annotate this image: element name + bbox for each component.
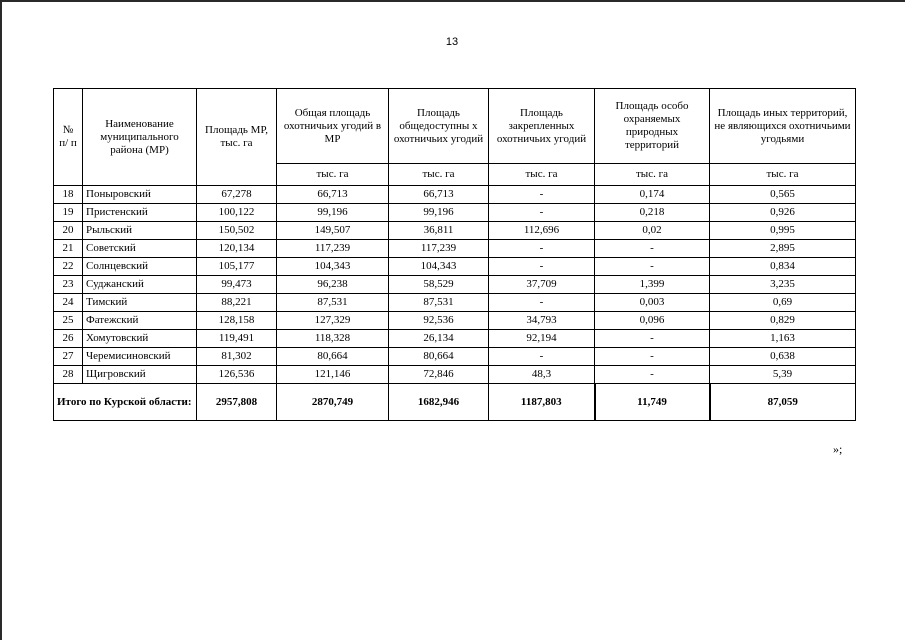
- district-name: Фатежский: [83, 312, 197, 330]
- public-hunting-area: 117,239: [389, 240, 489, 258]
- row-number: 26: [54, 330, 83, 348]
- header-number: № п/ п: [54, 89, 83, 186]
- total-hunting-area: 149,507: [277, 222, 389, 240]
- district-name: Хомутовский: [83, 330, 197, 348]
- header-district-name: Наименование муниципального района (МР): [83, 89, 197, 186]
- protected-area: -: [595, 330, 710, 348]
- assigned-hunting-area: 34,793: [489, 312, 595, 330]
- assigned-hunting-area: -: [489, 204, 595, 222]
- header-assigned-hunting-area: Площадь закрепленных охотничьих угодий: [489, 89, 595, 164]
- total-protected-area: 11,749: [595, 384, 710, 421]
- unit-cell: тыс. га: [489, 164, 595, 186]
- unit-cell: тыс. га: [595, 164, 710, 186]
- table-row: [54, 348, 856, 366]
- district-name: Суджанский: [83, 276, 197, 294]
- assigned-hunting-area: -: [489, 240, 595, 258]
- district-name: Солнцевский: [83, 258, 197, 276]
- total-other-area: 87,059: [710, 384, 856, 421]
- district-area: 67,278: [197, 186, 277, 204]
- table-row: [54, 258, 856, 276]
- public-hunting-area: 66,713: [389, 186, 489, 204]
- public-hunting-area: 87,531: [389, 294, 489, 312]
- district-name: Рыльский: [83, 222, 197, 240]
- row-number: 25: [54, 312, 83, 330]
- protected-area: 0,174: [595, 186, 710, 204]
- district-area: 105,177: [197, 258, 277, 276]
- scan-left-edge: [0, 0, 2, 640]
- page-number: 13: [445, 36, 459, 48]
- other-area: 0,565: [710, 186, 856, 204]
- total-district-area: 2957,808: [197, 384, 277, 421]
- header-other-area: Площадь иных территорий, не являющихся охотничьими угодьями: [710, 89, 856, 164]
- district-area: 126,536: [197, 366, 277, 384]
- protected-area: -: [595, 240, 710, 258]
- total-row: [54, 384, 856, 421]
- district-area: 120,134: [197, 240, 277, 258]
- public-hunting-area: 92,536: [389, 312, 489, 330]
- assigned-hunting-area: 48,3: [489, 366, 595, 384]
- closing-quote-mark: »;: [833, 442, 843, 456]
- scan-top-edge: [0, 0, 905, 2]
- total-hunting-area: 66,713: [277, 186, 389, 204]
- other-area: 0,829: [710, 312, 856, 330]
- protected-area: 0,02: [595, 222, 710, 240]
- table-row: [54, 240, 856, 258]
- row-number: 27: [54, 348, 83, 366]
- assigned-hunting-area: 37,709: [489, 276, 595, 294]
- row-number: 24: [54, 294, 83, 312]
- district-area: 88,221: [197, 294, 277, 312]
- table-row: [54, 186, 856, 204]
- unit-cell: тыс. га: [389, 164, 489, 186]
- other-area: 0,638: [710, 348, 856, 366]
- table-row: [54, 294, 856, 312]
- row-number: 28: [54, 366, 83, 384]
- district-name: Щигровский: [83, 366, 197, 384]
- protected-area: 0,003: [595, 294, 710, 312]
- district-area: 100,122: [197, 204, 277, 222]
- total-hunting-area: 80,664: [277, 348, 389, 366]
- assigned-hunting-area: -: [489, 186, 595, 204]
- assigned-hunting-area: 112,696: [489, 222, 595, 240]
- unit-cell: тыс. га: [710, 164, 856, 186]
- total-public-hunting-area: 1682,946: [389, 384, 489, 421]
- table-row: [54, 222, 856, 240]
- header-protected-area: Площадь особо охраняемых природных территорий: [595, 89, 710, 164]
- protected-area: -: [595, 258, 710, 276]
- public-hunting-area: 99,196: [389, 204, 489, 222]
- total-assigned-hunting-area: 1187,803: [489, 384, 595, 421]
- table-row: [54, 276, 856, 294]
- other-area: 1,163: [710, 330, 856, 348]
- protected-area: -: [595, 348, 710, 366]
- total-label: Итого по Курской области:: [54, 384, 197, 421]
- public-hunting-area: 80,664: [389, 348, 489, 366]
- other-area: 2,895: [710, 240, 856, 258]
- district-name: Черемисиновский: [83, 348, 197, 366]
- header-total-hunting-area: Общая площадь охотничьих угодий в МР: [277, 89, 389, 164]
- row-number: 18: [54, 186, 83, 204]
- other-area: 0,69: [710, 294, 856, 312]
- total-hunting-area: 104,343: [277, 258, 389, 276]
- total-hunting-area: 117,239: [277, 240, 389, 258]
- district-name: Советский: [83, 240, 197, 258]
- protected-area: 0,096: [595, 312, 710, 330]
- row-number: 19: [54, 204, 83, 222]
- district-area: 99,473: [197, 276, 277, 294]
- total-hunting-area: 118,328: [277, 330, 389, 348]
- assigned-hunting-area: 92,194: [489, 330, 595, 348]
- district-name: Поныровский: [83, 186, 197, 204]
- district-area: 119,491: [197, 330, 277, 348]
- total-hunting-area: 87,531: [277, 294, 389, 312]
- other-area: 0,995: [710, 222, 856, 240]
- public-hunting-area: 36,811: [389, 222, 489, 240]
- header-district-area: Площадь МР, тыс. га: [197, 89, 277, 186]
- assigned-hunting-area: -: [489, 258, 595, 276]
- row-number: 23: [54, 276, 83, 294]
- table-row: [54, 366, 856, 384]
- other-area: 3,235: [710, 276, 856, 294]
- row-number: 22: [54, 258, 83, 276]
- public-hunting-area: 104,343: [389, 258, 489, 276]
- hunting-land-table: [53, 88, 856, 421]
- total-hunting-area: 96,238: [277, 276, 389, 294]
- total-hunting-area: 99,196: [277, 204, 389, 222]
- protected-area: -: [595, 366, 710, 384]
- district-area: 150,502: [197, 222, 277, 240]
- table-row: [54, 204, 856, 222]
- assigned-hunting-area: -: [489, 348, 595, 366]
- total-hunting-area: 121,146: [277, 366, 389, 384]
- protected-area: 1,399: [595, 276, 710, 294]
- district-name: Тимский: [83, 294, 197, 312]
- district-name: Пристенский: [83, 204, 197, 222]
- assigned-hunting-area: -: [489, 294, 595, 312]
- table-row: [54, 330, 856, 348]
- other-area: 0,926: [710, 204, 856, 222]
- total-hunting-area-sum: 2870,749: [277, 384, 389, 421]
- district-area: 128,158: [197, 312, 277, 330]
- public-hunting-area: 72,846: [389, 366, 489, 384]
- protected-area: 0,218: [595, 204, 710, 222]
- other-area: 5,39: [710, 366, 856, 384]
- table-row: [54, 312, 856, 330]
- row-number: 20: [54, 222, 83, 240]
- header-public-hunting-area: Площадь общедоступны х охотничьих угодий: [389, 89, 489, 164]
- other-area: 0,834: [710, 258, 856, 276]
- district-area: 81,302: [197, 348, 277, 366]
- unit-cell: тыс. га: [277, 164, 389, 186]
- public-hunting-area: 26,134: [389, 330, 489, 348]
- total-hunting-area: 127,329: [277, 312, 389, 330]
- public-hunting-area: 58,529: [389, 276, 489, 294]
- row-number: 21: [54, 240, 83, 258]
